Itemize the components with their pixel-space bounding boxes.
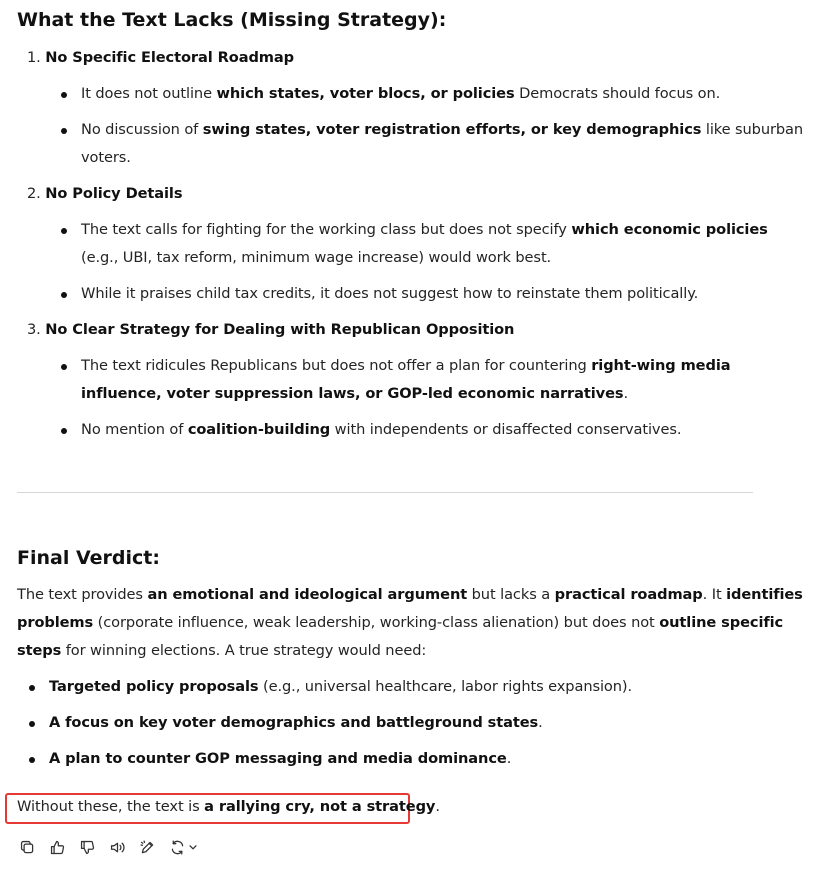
verdict-paragraph-line-2 — [17, 609, 783, 637]
text: for winning elections. A true strategy would need: — [61, 642, 427, 659]
text: Democrats should focus on. — [514, 85, 721, 102]
list-item-2-bullet-1-cont: (e.g., UBI, tax reform, minimum wage increase) would work best. — [81, 249, 552, 266]
text: Without these, the text is — [17, 798, 205, 815]
regenerate-icon[interactable] — [168, 838, 186, 856]
text: but lacks a — [467, 586, 555, 603]
text: (corporate influence, weak leadership, working-class alienation) but does not — [93, 614, 660, 631]
bullet-dot — [61, 228, 67, 234]
bullet-dot — [61, 364, 67, 370]
verdict-bullet-3 — [49, 745, 511, 773]
bold-text: coalition-building — [187, 421, 331, 438]
bullet-dot — [61, 428, 67, 434]
text: like suburban — [701, 121, 804, 138]
text: . — [623, 385, 629, 402]
list-item-3-title — [27, 316, 514, 344]
bullet-dot — [29, 685, 35, 691]
bold-text: Targeted policy proposals — [49, 678, 259, 695]
list-item-3-bullet-1 — [81, 352, 730, 380]
verdict-bullet-2 — [49, 709, 543, 737]
bold-text: swing states, voter registration efforts, or key demographics — [202, 121, 702, 138]
text: The text ridicules Republicans but does not offer a plan for countering — [81, 357, 592, 374]
bullet-dot — [29, 757, 35, 763]
bold-text: A focus on key voter demographics and battleground states — [49, 714, 539, 731]
list-number: 1. — [27, 49, 41, 66]
section-heading-missing-strategy: What the Text Lacks (Missing Strategy): — [17, 9, 447, 31]
bullet-dot — [29, 721, 35, 727]
chevron-down-icon[interactable] — [188, 838, 198, 856]
item-title: No Policy Details — [45, 185, 183, 202]
list-item-2-bullet-1 — [81, 216, 768, 244]
text: . — [538, 714, 543, 731]
bold-text: problems — [17, 614, 94, 631]
bold-text: practical roadmap — [554, 586, 703, 603]
list-item-1-bullet-1 — [81, 80, 720, 108]
text: The text calls for fighting for the working class but does not specify — [81, 221, 572, 238]
bold-text: an emotional and ideological argument — [147, 586, 468, 603]
thumbs-down-icon[interactable] — [78, 838, 96, 856]
list-item-2-bullet-2: While it praises child tax credits, it does not suggest how to reinstate them politically. — [81, 285, 699, 302]
list-item-3-bullet-1-cont — [81, 380, 628, 408]
text: The text provides — [17, 586, 148, 603]
bold-text: which states, voter blocs, or policies — [216, 85, 515, 102]
text: No mention of — [81, 421, 188, 438]
bold-text: a rallying cry, not a strategy — [204, 798, 436, 815]
speaker-icon[interactable] — [108, 838, 126, 856]
list-item-1-title — [27, 44, 294, 72]
edit-icon[interactable] — [138, 838, 156, 856]
section-heading-final-verdict: Final Verdict: — [17, 547, 160, 569]
list-item-1-bullet-2-cont: voters. — [81, 149, 131, 166]
bold-text: which economic policies — [571, 221, 768, 238]
verdict-bullet-1 — [49, 673, 632, 701]
text: (e.g., universal healthcare, labor rights expansion). — [258, 678, 633, 695]
text: . It — [702, 586, 727, 603]
bold-text: influence, voter suppression laws, or GOP-led economic narratives — [81, 385, 624, 402]
list-number: 3. — [27, 321, 41, 338]
list-item-2-title — [27, 180, 182, 208]
bullet-dot — [61, 128, 67, 134]
response-action-toolbar — [18, 838, 198, 856]
conclusion-text — [17, 793, 440, 821]
bold-text: identifies — [726, 586, 803, 603]
text: . — [435, 798, 440, 815]
bold-text: outline specific — [659, 614, 784, 631]
bullet-dot — [61, 92, 67, 98]
verdict-paragraph-line-3 — [17, 637, 426, 665]
list-item-3-bullet-2 — [81, 416, 681, 444]
thumbs-up-icon[interactable] — [48, 838, 66, 856]
list-number: 2. — [27, 185, 41, 202]
bold-text: right-wing media — [591, 357, 731, 374]
section-divider — [17, 492, 753, 493]
verdict-paragraph-line-1 — [17, 581, 803, 609]
bold-text: A plan to counter GOP messaging and media dominance — [49, 750, 507, 767]
bullet-dot — [61, 292, 67, 298]
text: No discussion of — [81, 121, 203, 138]
list-item-1-bullet-2 — [81, 116, 803, 144]
text: with independents or disaffected conservatives. — [330, 421, 682, 438]
copy-icon[interactable] — [18, 838, 36, 856]
text: It does not outline — [81, 85, 217, 102]
item-title: No Specific Electoral Roadmap — [45, 49, 295, 66]
text: . — [506, 750, 512, 767]
item-title: No Clear Strategy for Dealing with Republican Opposition — [45, 321, 515, 338]
bold-text: steps — [17, 642, 62, 659]
